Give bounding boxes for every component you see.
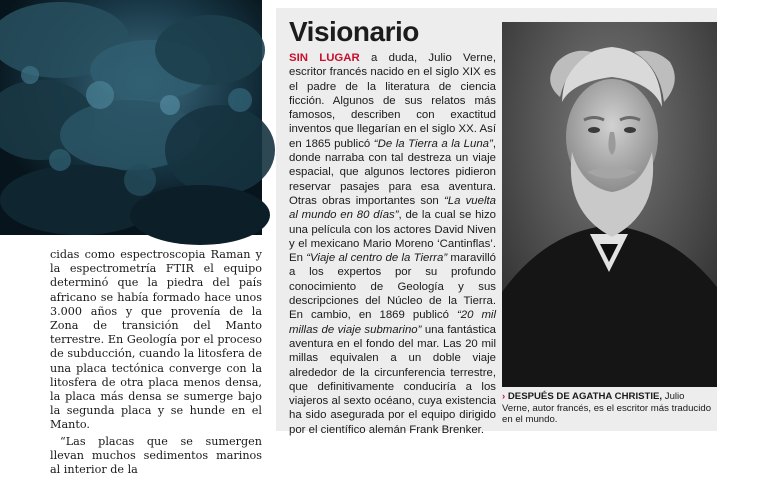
sidebar-text-3: , de la cual se hizo una película con los actores David Niven y el mexicano Mario Moreno ‘Cantinflas’. En <box>289 209 496 265</box>
jules-verne-portrait <box>502 22 717 387</box>
left-article-text <box>50 248 262 477</box>
sidebar-text-4: maravilló a los expertos por su profundo conocimiento de Geología y sus descripciones del Núcleo de la Tierra. En cambio, en 1869 publicó <box>289 252 496 322</box>
work-title-4: “20 mil millas de viaje submarino” <box>289 309 496 336</box>
sidebar-text-5: una fantástica aventura en el fondo del mar. Las 20 mil millas equivalen a un doble viaje alrededor de la circunferencia terrestre, que definitivamente conduciría a los viajeros al sexto océano, cuya existencia ha sido asegurada por el equipo dirigido por el científico alemán Frank Brenker. <box>289 323 496 436</box>
sidebar-lead: SIN LUGAR <box>289 52 360 64</box>
caption-lead: DESPUÉS DE AGATHA CHRISTIE, <box>507 391 663 402</box>
work-title-1: “De la Tierra a la Luna” <box>373 137 493 150</box>
visionario-sidebar <box>276 8 717 436</box>
work-title-3: “Viaje al centro de la Tierra” <box>306 252 448 265</box>
sidebar-title: Visionario <box>289 16 419 47</box>
left-paragraph-2: “Las placas que se sumergen llevan muchos sedimentos marinos al interior de la <box>50 434 262 477</box>
caption-arrow-icon: › <box>502 391 506 402</box>
sidebar-body <box>289 51 496 437</box>
sidebar-text-1: a duda, Julio Verne, escritor francés nacido en el siglo XIX es el padre de la literatura de ciencia ficción. Algunos de sus relatos más famosos, describen con exactitud inventos que llegarían en el siglo XX. Así en 1865 publicó <box>289 52 496 150</box>
left-paragraph-1: cidas como espectroscopia Raman y la espectrometría FTIR el equipo determinó que la piedra del país africano se había formado hace unos 3.000 años y que provenía de la Zona de transición del Manto terrestre. En Geología por el proceso de subducción, cuando la litosfera de una placa tectónica converge con la litosfera de otra placa menos densa, la placa más densa se sumerge bajo la segunda placa y se hunde en el Manto. <box>50 248 262 432</box>
portrait-caption <box>502 391 712 426</box>
left-column <box>0 0 272 477</box>
coral-reef-photo <box>0 0 262 235</box>
caption-text: Julio Verne, autor francés, es el escritor más traducido en el mundo. <box>502 391 712 426</box>
right-page-margin <box>717 0 768 431</box>
sidebar-text-2: , donde narraba con tal destreza un viaje espacial, que algunos lectores pidieron reservar pasajes para esa aventura. Otras obras importantes son <box>289 137 496 207</box>
work-title-2: “La vuelta al mundo en 80 días” <box>289 194 496 222</box>
